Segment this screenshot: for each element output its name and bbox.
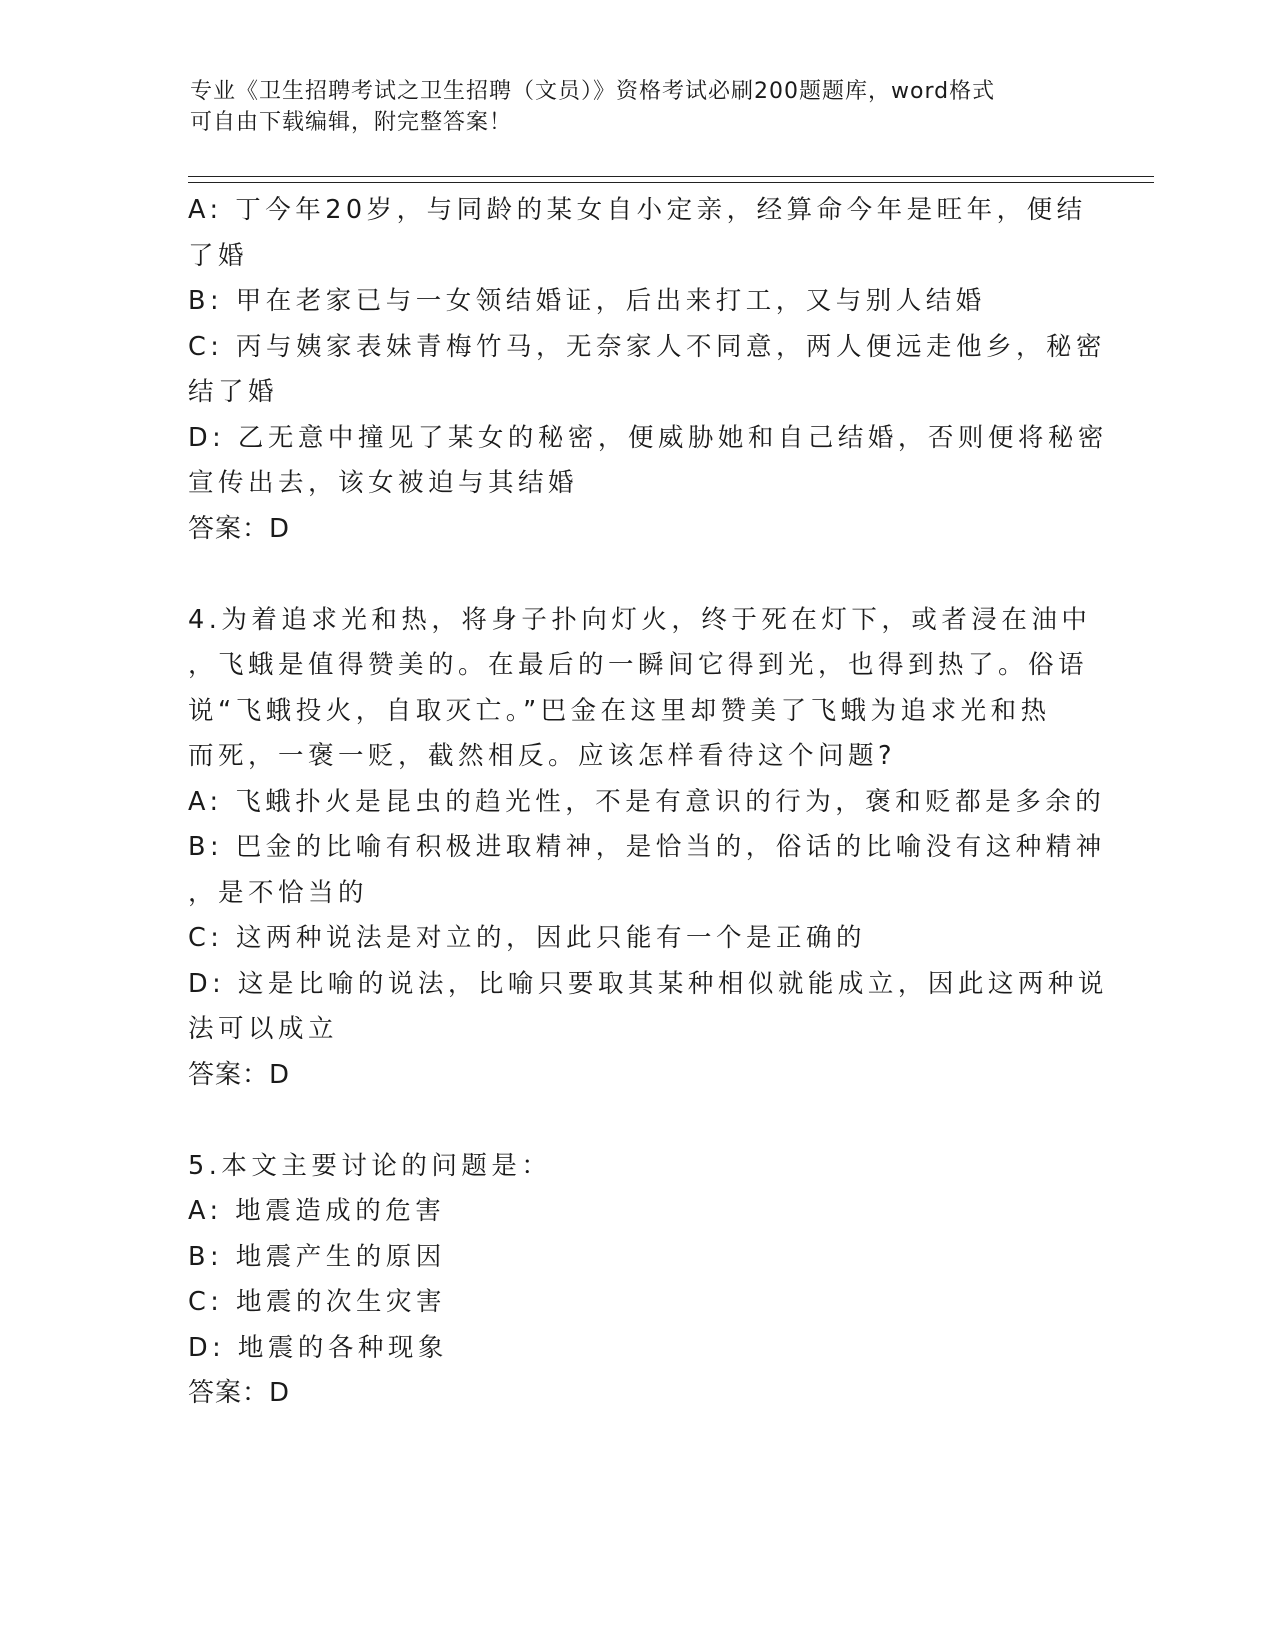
question-stem-line-2: ，飞蛾是值得赞美的。在最后的一瞬间它得到光，也得到热了。俗语: [188, 650, 1089, 680]
spacer: [188, 1098, 1088, 1144]
option-d-line-1: D: 地震的各种现象: [188, 1332, 448, 1363]
question-list: [188, 188, 1108, 1417]
option-b-line-1: B: 巴金的比喻有积极进取精神，是恰当的，俗话的比喻没有这种精神: [188, 832, 1106, 862]
question-stem-line-4: 而死，一褒一贬，截然相反。应该怎样看待这个问题?: [188, 741, 897, 771]
option-c-line-2: 结了婚: [188, 377, 279, 407]
option-a-line-1: A: 丁今年20岁，与同龄的某女自小定亲，经算命今年是旺年，便结: [188, 195, 1087, 225]
header-divider-bottom: [188, 182, 1154, 183]
answer-label: 答案：D: [188, 1378, 291, 1408]
option-a-line-2: 了婚: [188, 240, 249, 271]
question-block-3: [188, 188, 1108, 552]
option-d-line-2: 宣传出去，该女被迫与其结婚: [188, 468, 579, 498]
option-c-line-1: C: 这两种说法是对立的，因此只能有一个是正确的: [188, 923, 867, 953]
option-d-line-1: D: 乙无意中撞见了某女的秘密，便威胁她和自己结婚，否则便将秘密: [188, 422, 1108, 453]
answer-label: 答案：D: [188, 1059, 291, 1090]
question-block-4: [188, 598, 1108, 1099]
spacer: [188, 552, 1088, 598]
option-a-line-1: A: 地震造成的危害: [188, 1196, 446, 1226]
question-stem-line-1: 5.本文主要讨论的问题是：: [188, 1150, 552, 1181]
question-stem-line-1: 4.为着追求光和热，将身子扑向灯火，终于死在灯下，或者浸在油中: [188, 604, 1092, 635]
answer-label: 答案：D: [188, 513, 291, 544]
option-b-line-1: B: 地震产生的原因: [188, 1241, 446, 1272]
option-c-line-1: C: 丙与姨家表妹青梅竹马，无奈家人不同意，两人便远走他乡，秘密: [188, 331, 1107, 362]
document-header: [190, 76, 1080, 138]
option-b-line-2: ，是不恰当的: [188, 877, 369, 908]
question-stem-line-3: 说“飞蛾投火，自取灭亡。”巴金在这里却赞美了飞蛾为追求光和热: [188, 695, 1051, 726]
header-line-2: 可自由下载编辑，附完整答案！: [190, 110, 513, 135]
option-d-line-2: 法可以成立: [188, 1014, 339, 1044]
option-a-line-1: A: 飞蛾扑火是昆虫的趋光性，不是有意识的行为，褒和贬都是多余的: [188, 786, 1106, 817]
option-d-line-1: D: 这是比喻的说法，比喻只要取其某种相似就能成立，因此这两种说: [188, 968, 1108, 999]
header-line-1: 专业《卫生招聘考试之卫生招聘（文员）》资格考试必刷200题题库，word格式: [190, 79, 996, 104]
header-divider-top: [188, 176, 1154, 177]
option-c-line-1: C: 地震的次生灾害: [188, 1287, 447, 1317]
question-block-5: [188, 1144, 1088, 1417]
option-b-line-1: B: 甲在老家已与一女领结婚证，后出来打工，又与别人结婚: [188, 286, 986, 316]
